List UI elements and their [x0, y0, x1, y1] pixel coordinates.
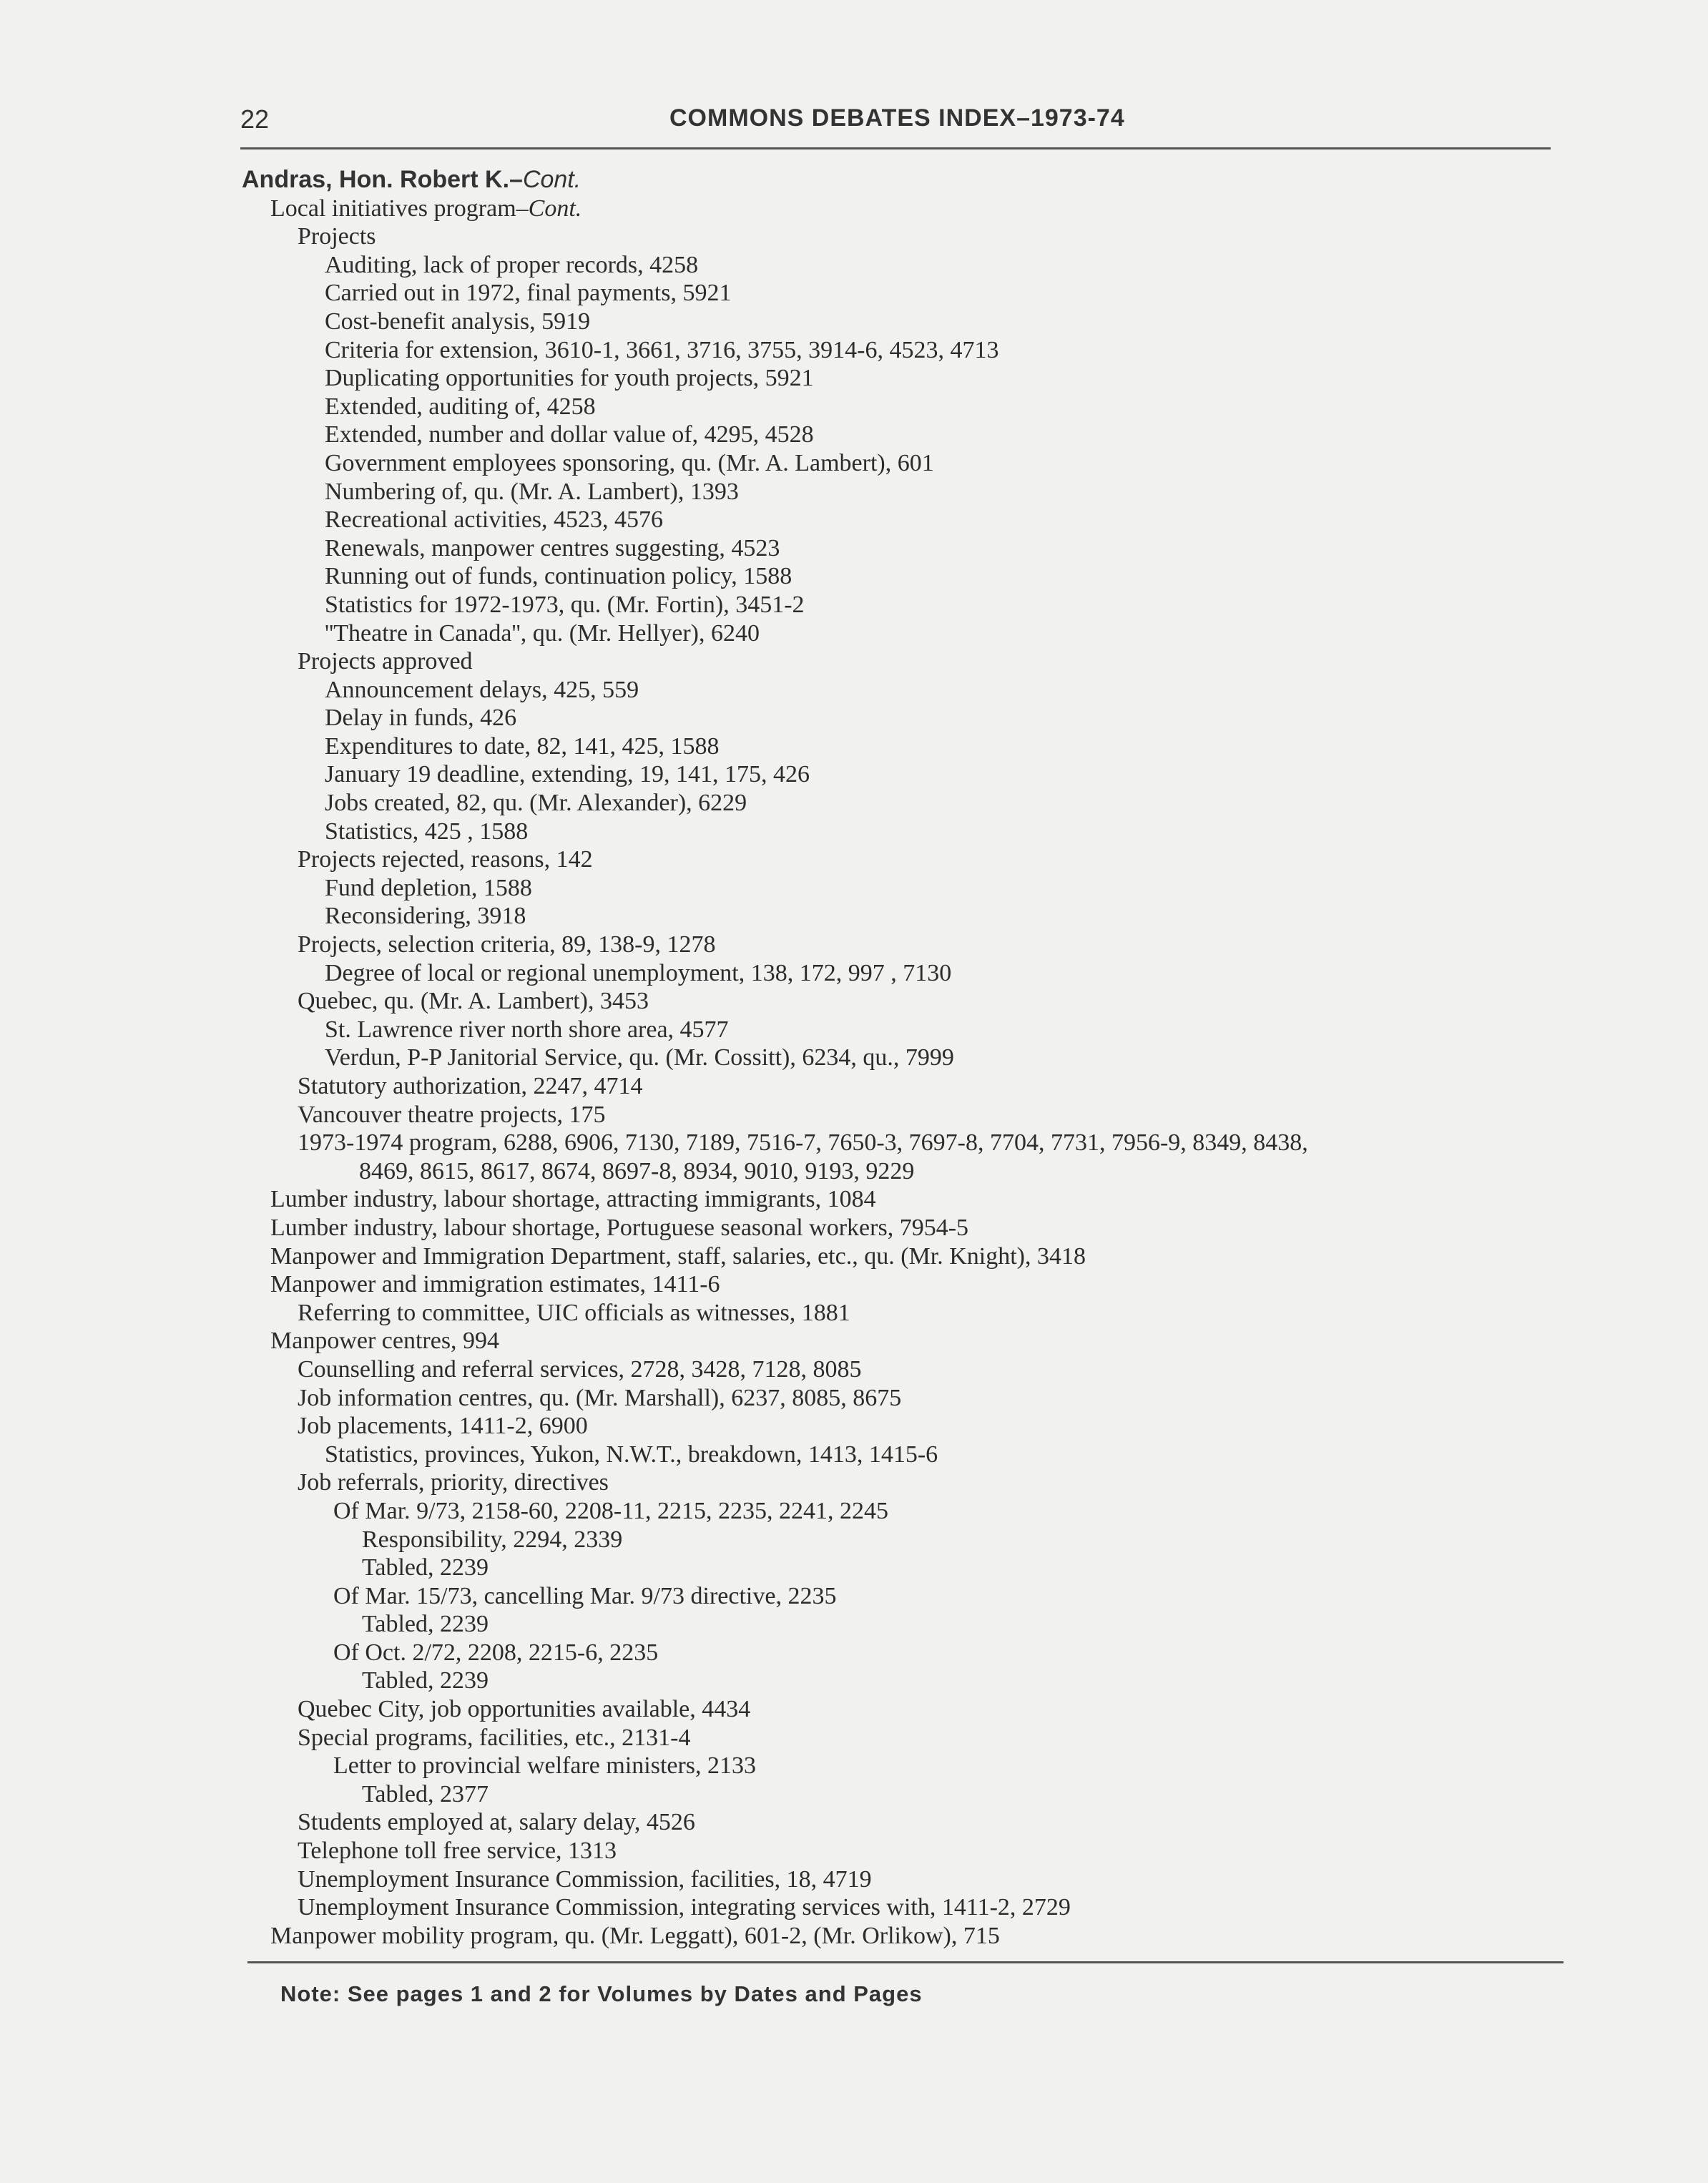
index-entry — [242, 308, 1551, 336]
index-entry — [242, 1214, 1551, 1242]
index-entry-text: 1973-1974 program, 6288, 6906, 7130, 7189, 7516-7, 7650-3, 7697-8, 7704, 7731, 7956-9, 8349, 8438, — [298, 1129, 1308, 1157]
index-entry — [242, 506, 1551, 534]
index-entry — [242, 279, 1551, 308]
index-entry — [242, 845, 1551, 874]
index-entry-text: Carried out in 1972, final payments, 5921 — [325, 280, 732, 307]
index-entry-text: Degree of local or regional unemployment, 138, 172, 997 , 7130 — [325, 959, 952, 986]
index-entry-text: 8469, 8615, 8617, 8674, 8697-8, 8934, 9010, 9193, 9229 — [359, 1157, 915, 1184]
index-entry — [242, 336, 1551, 365]
index-entry — [242, 1497, 1551, 1526]
index-entry — [242, 1837, 1551, 1865]
index-entry-text: Tabled, 2239 — [362, 1611, 489, 1638]
index-entry — [242, 1327, 1551, 1355]
index-entry-text: Jobs created, 82, qu. (Mr. Alexander), 6229 — [325, 790, 747, 817]
index-entry-text: Projects approved — [298, 648, 473, 675]
index-entry — [242, 619, 1551, 648]
index-entry-text: Running out of funds, continuation policy, 1588 — [325, 563, 792, 590]
index-entry-text: Extended, auditing of, 4258 — [325, 393, 596, 420]
index-entry-text: Statistics, 425 , 1588 — [325, 818, 529, 845]
index-entry-text: Projects — [298, 223, 376, 250]
index-entry-text: Auditing, lack of proper records, 4258 — [325, 251, 699, 278]
index-entry-text: Of Mar. 15/73, cancelling Mar. 9/73 directive, 2235 — [333, 1582, 837, 1609]
index-entry — [242, 1526, 1551, 1554]
index-entry-text: Vancouver theatre projects, 175 — [298, 1101, 606, 1128]
index-entry-text: Projects, selection criteria, 89, 138-9, 1278 — [298, 931, 716, 958]
index-entry-text: Job information centres, qu. (Mr. Marshall), 6237, 8085, 8675 — [298, 1384, 902, 1411]
index-entry-text: Of Mar. 9/73, 2158-60, 2208-11, 2215, 2235, 2241, 2245 — [333, 1497, 888, 1524]
index-entry — [242, 732, 1551, 761]
index-entry — [242, 1922, 1551, 1951]
index-entry-cont: Cont. — [528, 195, 582, 222]
index-entry — [242, 562, 1551, 591]
index-entry — [242, 1412, 1551, 1441]
index-entry-text: Recreational activities, 4523, 4576 — [325, 506, 664, 534]
index-entry — [242, 1270, 1551, 1299]
index-entry-text: Special programs, facilities, etc., 2131-4 — [298, 1724, 691, 1751]
index-entry-text: ''Theatre in Canada'', qu. (Mr. Hellyer), 6240 — [325, 619, 760, 647]
index-entry-text: Counselling and referral services, 2728, 3428, 7128, 8085 — [298, 1355, 862, 1383]
index-entries — [242, 166, 1551, 1950]
index-entry-text: Expenditures to date, 82, 141, 425, 1588 — [325, 732, 720, 760]
index-entry-text: Telephone toll free service, 1313 — [298, 1838, 617, 1865]
index-entry — [242, 251, 1551, 280]
index-entry-text: Letter to provincial welfare ministers, 2133 — [333, 1752, 757, 1780]
index-entry-text: Statutory authorization, 2247, 4714 — [298, 1073, 643, 1099]
footnote: Note: See pages 1 and 2 for Volumes by Dates and Pages — [280, 1981, 923, 2006]
running-head: COMMONS DEBATES INDEX–1973-74 — [669, 104, 1125, 132]
index-entry — [242, 1695, 1551, 1724]
index-entry-text: Lumber industry, labour shortage, attracting immigrants, 1084 — [270, 1186, 876, 1213]
index-entry — [242, 1865, 1551, 1894]
index-entry-text: Referring to committee, UIC officials as witnesses, 1881 — [298, 1299, 850, 1326]
index-entry — [242, 1129, 1551, 1157]
index-entry — [242, 647, 1551, 676]
index-entry-text: Tabled, 2239 — [362, 1554, 489, 1581]
index-entry-text: Tabled, 2239 — [362, 1667, 489, 1694]
index-entry — [242, 959, 1551, 988]
index-entry-text: Fund depletion, 1588 — [325, 874, 532, 901]
page-number: 22 — [240, 104, 270, 134]
index-entry-text: Tabled, 2377 — [362, 1780, 489, 1807]
index-entry — [242, 1185, 1551, 1214]
index-entry-text: Of Oct. 2/72, 2208, 2215-6, 2235 — [333, 1639, 659, 1666]
index-entry-text: Andras, Hon. Robert K.– — [242, 166, 523, 193]
index-entry-text: Manpower centres, 994 — [270, 1328, 500, 1355]
index-entry-text: Lumber industry, labour shortage, Portuguese seasonal workers, 7954-5 — [270, 1214, 969, 1241]
index-entry-text: Quebec, qu. (Mr. A. Lambert), 3453 — [298, 988, 649, 1015]
index-entry-text: January 19 deadline, extending, 19, 141, 175, 426 — [325, 761, 810, 788]
index-entry-text: Duplicating opportunities for youth projects, 5921 — [325, 365, 814, 392]
index-entry-text: Job placements, 1411-2, 6900 — [298, 1413, 588, 1440]
index-entry — [242, 1016, 1551, 1044]
index-entry — [242, 534, 1551, 563]
index-entry — [242, 1355, 1551, 1384]
index-entry-text: St. Lawrence river north shore area, 4577 — [325, 1016, 729, 1043]
index-entry-text: Unemployment Insurance Commission, integrating services with, 1411-2, 2729 — [298, 1894, 1071, 1921]
index-entry — [242, 393, 1551, 421]
index-entry — [242, 676, 1551, 705]
index-entry-text: Statistics for 1972-1973, qu. (Mr. Fortin), 3451-2 — [325, 591, 805, 618]
index-entry — [242, 1242, 1551, 1271]
index-entry-text: Delay in funds, 426 — [325, 705, 517, 732]
index-entry-text: Manpower and Immigration Department, staff, salaries, etc., qu. (Mr. Knight), 3418 — [270, 1242, 1086, 1270]
index-entry — [242, 1468, 1551, 1497]
index-entry — [242, 364, 1551, 393]
index-entry — [242, 1101, 1551, 1129]
index-entry — [242, 478, 1551, 506]
index-entry — [242, 1157, 1551, 1186]
index-entry — [242, 1299, 1551, 1328]
index-entry — [242, 987, 1551, 1016]
index-entry-text: Renewals, manpower centres suggesting, 4523 — [325, 534, 780, 561]
index-entry — [242, 1893, 1551, 1922]
index-entry — [242, 591, 1551, 619]
header-rule — [240, 147, 1551, 149]
footer-rule — [247, 1961, 1564, 1963]
index-entry-text: Statistics, provinces, Yukon, N.W.T., breakdown, 1413, 1415-6 — [325, 1441, 938, 1468]
index-entry — [242, 1384, 1551, 1413]
index-entry — [242, 1808, 1551, 1837]
index-entry — [242, 874, 1551, 903]
index-entry — [242, 1072, 1551, 1101]
index-entry-text: Manpower mobility program, qu. (Mr. Leggatt), 601-2, (Mr. Orlikow), 715 — [270, 1922, 1000, 1949]
index-entry-text: Extended, number and dollar value of, 4295, 4528 — [325, 421, 814, 448]
index-entry-text: Unemployment Insurance Commission, facilities, 18, 4719 — [298, 1865, 872, 1893]
index-entry — [242, 1582, 1551, 1611]
index-entry — [242, 1610, 1551, 1639]
index-entry-text: Quebec City, job opportunities available, 4434 — [298, 1696, 751, 1723]
index-entry — [242, 1044, 1551, 1072]
index-entry-text: Manpower and immigration estimates, 1411-6 — [270, 1271, 720, 1298]
index-entry-text: Reconsidering, 3918 — [325, 903, 526, 930]
index-entry — [242, 818, 1551, 846]
index-entry — [242, 449, 1551, 478]
index-entry-text: Students employed at, salary delay, 4526 — [298, 1809, 695, 1836]
index-entry — [242, 1639, 1551, 1667]
index-entry-text: Numbering of, qu. (Mr. A. Lambert), 1393 — [325, 478, 739, 505]
index-entry-text: Responsibility, 2294, 2339 — [362, 1526, 623, 1553]
index-entry-text: Criteria for extension, 3610-1, 3661, 3716, 3755, 3914-6, 4523, 4713 — [325, 336, 999, 363]
index-entry-text: Job referrals, priority, directives — [298, 1469, 609, 1496]
index-entry — [242, 1554, 1551, 1582]
index-entry-text: Verdun, P-P Janitorial Service, qu. (Mr. Cossitt), 6234, qu., 7999 — [325, 1044, 954, 1071]
index-entry — [242, 704, 1551, 732]
index-entry — [242, 902, 1551, 931]
index-entry-text: Local initiatives program– — [270, 195, 529, 222]
index-entry — [242, 421, 1551, 449]
index-entry — [242, 931, 1551, 959]
index-entry — [242, 195, 1551, 223]
index-entry — [242, 1724, 1551, 1752]
index-entry — [242, 1780, 1551, 1809]
index-entry-text: Cost-benefit analysis, 5919 — [325, 308, 591, 335]
index-entry — [242, 760, 1551, 789]
index-entry — [242, 1752, 1551, 1780]
index-entry — [242, 1667, 1551, 1695]
index-entry-text: Announcement delays, 425, 559 — [325, 676, 639, 703]
index-entry — [242, 789, 1551, 818]
index-entry — [242, 166, 1551, 195]
index-entry-text: Government employees sponsoring, qu. (Mr. A. Lambert), 601 — [325, 449, 934, 476]
index-entry-text: Projects rejected, reasons, 142 — [298, 846, 593, 873]
index-entry-cont: Cont. — [522, 166, 581, 193]
index-entry — [242, 1441, 1551, 1469]
index-entry — [242, 222, 1551, 251]
